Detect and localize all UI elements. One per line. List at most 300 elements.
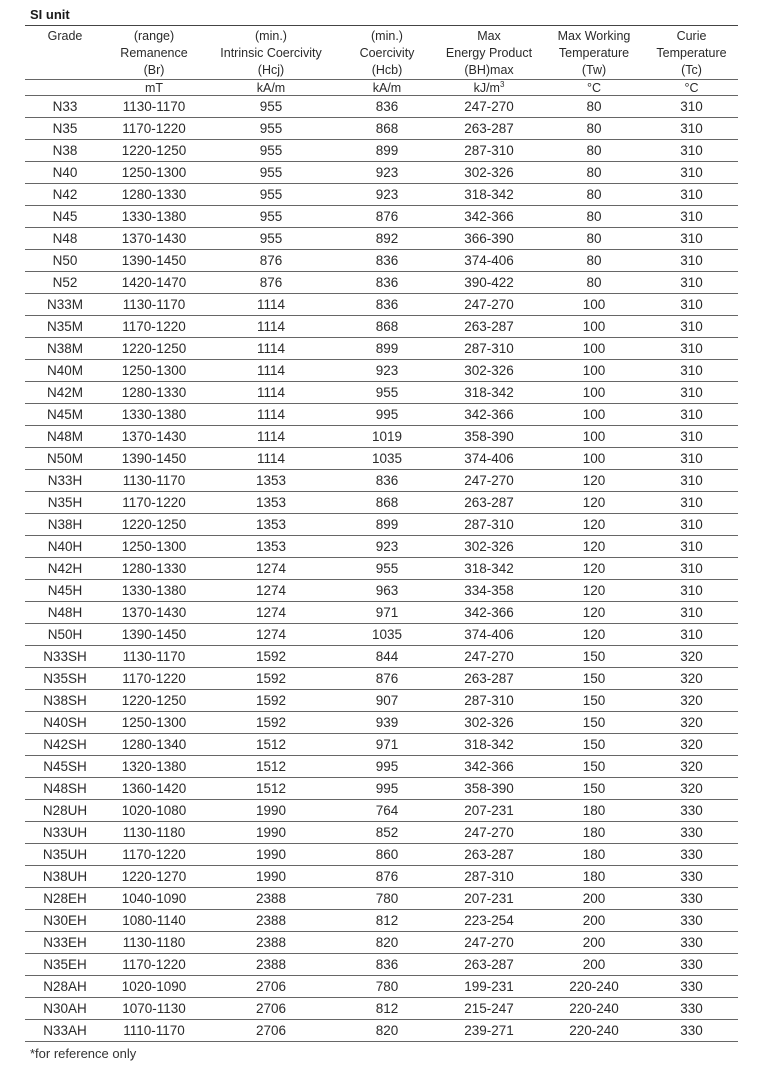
cell-curie-temperature: 310 [680,231,703,246]
cell-energy-product: 342-366 [464,605,514,620]
cell-coercivity: 836 [375,253,399,268]
cell-grade: N33EH [43,935,87,950]
cell-working-temperature: 100 [582,363,606,378]
cell-intrinsic-coercivity: 1274 [255,627,287,642]
table-row [25,272,738,294]
table-row [25,800,738,822]
cell-intrinsic-coercivity: 2388 [255,935,287,950]
cell-grade: N35 [52,121,78,136]
cell-energy-product: 287-310 [464,869,514,884]
cell-coercivity: 876 [375,671,399,686]
cell-coercivity: 971 [375,605,399,620]
cell-working-temperature: 150 [582,781,606,796]
table-row [25,96,738,118]
cell-coercivity: 971 [375,737,399,752]
cell-coercivity: 995 [375,781,399,796]
cell-energy-product: 263-287 [464,847,514,862]
cell-energy-product: 334-358 [464,583,514,598]
cell-coercivity: 836 [375,957,399,972]
cell-grade: N35UH [42,847,88,862]
table-row [25,140,738,162]
header-line: (Hcb) [371,63,403,77]
cell-coercivity: 923 [375,187,399,202]
cell-remanence: 1320-1380 [121,759,187,774]
cell-grade: N45 [52,209,78,224]
table-row [25,646,738,668]
table-row [25,228,738,250]
cell-working-temperature: 200 [582,891,606,906]
cell-grade: N38 [52,143,78,158]
table-row [25,778,738,800]
table-row [25,492,738,514]
cell-curie-temperature: 310 [680,363,703,378]
cell-grade: N33M [46,297,83,312]
cell-energy-product: 318-342 [464,561,514,576]
cell-intrinsic-coercivity: 1592 [255,693,287,708]
cell-working-temperature: 100 [582,341,606,356]
cell-working-temperature: 220-240 [569,1001,619,1016]
cell-grade: N28AH [43,979,87,994]
header-line: Energy Product [445,46,533,60]
cell-intrinsic-coercivity: 1990 [255,847,287,862]
cell-intrinsic-coercivity: 955 [259,231,283,246]
cell-remanence: 1280-1330 [121,385,187,400]
cell-coercivity: 899 [375,143,399,158]
unit-working-temperature: °C [586,81,602,95]
unit-energy-product [435,80,543,95]
cell-grade: N33SH [43,649,87,664]
cell-grade: N45SH [43,759,87,774]
table-row [25,360,738,382]
cell-remanence: 1080-1140 [122,913,186,928]
cell-curie-temperature: 310 [680,253,703,268]
cell-intrinsic-coercivity: 1114 [256,385,286,400]
cell-remanence: 1220-1270 [121,869,187,884]
cell-coercivity: 1035 [371,451,403,466]
table-row [25,866,738,888]
cell-coercivity: 780 [375,979,399,994]
table-row [25,734,738,756]
cell-grade: N30EH [43,913,87,928]
cell-curie-temperature: 320 [680,715,703,730]
cell-curie-temperature: 310 [680,143,703,158]
cell-remanence: 1070-1130 [122,1001,186,1016]
table-row [25,910,738,932]
cell-coercivity: 820 [375,1023,399,1038]
cell-energy-product: 199-231 [464,979,514,994]
table-row [25,404,738,426]
header-line: Intrinsic Coercivity [220,46,322,60]
table-row [25,448,738,470]
cell-curie-temperature: 310 [680,473,703,488]
cell-working-temperature: 150 [582,737,606,752]
cell-intrinsic-coercivity: 955 [259,143,283,158]
cell-remanence: 1170-1220 [122,495,186,510]
cell-energy-product: 239-271 [464,1023,514,1038]
header-line: (BH)max [464,63,514,77]
cell-curie-temperature: 310 [680,187,703,202]
cell-coercivity: 963 [375,583,399,598]
unit-curie-temperature: °C [684,81,699,95]
cell-remanence: 1370-1430 [121,605,187,620]
header-line: (Br) [143,63,165,77]
cell-energy-product: 374-406 [464,627,514,642]
cell-energy-product: 318-342 [464,187,514,202]
cell-remanence: 1390-1450 [121,253,187,268]
cell-remanence: 1220-1250 [121,341,187,356]
cell-energy-product: 287-310 [464,517,514,532]
cell-curie-temperature: 310 [680,297,703,312]
cell-working-temperature: 100 [582,319,606,334]
cell-grade: N50 [52,253,78,268]
cell-energy-product: 318-342 [464,737,514,752]
cell-intrinsic-coercivity: 2706 [255,1001,287,1016]
cell-working-temperature: 200 [582,913,606,928]
cell-intrinsic-coercivity: 1512 [255,759,287,774]
cell-intrinsic-coercivity: 1274 [255,583,287,598]
cell-coercivity: 868 [375,495,399,510]
header-curie-temperature [645,26,738,79]
cell-grade: N48H [47,605,83,620]
header-line: Max Working [557,29,631,43]
cell-coercivity: 844 [375,649,399,664]
cell-coercivity: 836 [375,99,399,114]
footnote: *for reference only [30,1046,137,1061]
table-row [25,954,738,976]
cell-energy-product: 207-231 [464,803,514,818]
cell-coercivity: 876 [375,869,399,884]
cell-intrinsic-coercivity: 1512 [255,737,287,752]
cell-intrinsic-coercivity: 1353 [255,473,287,488]
cell-remanence: 1170-1220 [122,957,186,972]
cell-working-temperature: 150 [582,715,606,730]
cell-grade: N28UH [42,803,88,818]
cell-coercivity: 860 [375,847,399,862]
cell-coercivity: 1035 [371,627,403,642]
header-line: Temperature [656,46,727,60]
cell-energy-product: 302-326 [464,715,514,730]
magnet-grade-table [25,26,738,1042]
cell-intrinsic-coercivity: 955 [259,121,283,136]
cell-remanence: 1390-1450 [121,627,187,642]
header-line: (range) [133,29,175,43]
cell-intrinsic-coercivity: 1114 [256,297,286,312]
cell-working-temperature: 220-240 [569,979,619,994]
cell-working-temperature: 180 [582,825,606,840]
cell-intrinsic-coercivity: 1592 [255,715,287,730]
cell-intrinsic-coercivity: 2706 [255,1023,287,1038]
table-row [25,1020,738,1042]
cell-working-temperature: 120 [582,473,606,488]
cell-curie-temperature: 310 [680,517,703,532]
cell-curie-temperature: 310 [680,627,703,642]
cell-curie-temperature: 310 [680,583,703,598]
cell-grade: N40 [52,165,78,180]
cell-working-temperature: 100 [582,429,606,444]
cell-remanence: 1220-1250 [121,517,187,532]
cell-energy-product: 263-287 [464,495,514,510]
cell-intrinsic-coercivity: 955 [259,99,283,114]
cell-remanence: 1020-1080 [121,803,187,818]
cell-working-temperature: 180 [582,869,606,884]
cell-curie-temperature: 310 [680,341,703,356]
cell-coercivity: 907 [375,693,399,708]
cell-working-temperature: 200 [582,957,606,972]
table-row [25,426,738,448]
cell-coercivity: 1019 [371,429,403,444]
cell-curie-temperature: 310 [680,407,703,422]
cell-energy-product: 247-270 [464,297,514,312]
cell-grade: N38SH [43,693,87,708]
cell-coercivity: 995 [375,759,399,774]
cell-working-temperature: 80 [586,143,602,158]
cell-intrinsic-coercivity: 1274 [255,561,287,576]
cell-curie-temperature: 330 [680,913,703,928]
cell-curie-temperature: 330 [680,891,703,906]
cell-coercivity: 892 [375,231,399,246]
cell-grade: N48 [52,231,78,246]
cell-energy-product: 247-270 [464,935,514,950]
cell-grade: N35M [46,319,83,334]
cell-energy-product: 374-406 [464,253,514,268]
cell-working-temperature: 150 [582,649,606,664]
cell-grade: N35EH [43,957,87,972]
cell-curie-temperature: 310 [680,495,703,510]
unit-grade [25,80,105,95]
cell-curie-temperature: 310 [680,429,703,444]
cell-grade: N40H [47,539,83,554]
cell-working-temperature: 120 [582,583,606,598]
cell-working-temperature: 80 [586,187,602,202]
table-row [25,206,738,228]
cell-coercivity: 780 [375,891,399,906]
table-row [25,558,738,580]
cell-remanence: 1330-1380 [121,209,187,224]
cell-working-temperature: 80 [586,209,602,224]
table-title: SI unit [30,7,70,22]
cell-working-temperature: 180 [582,847,606,862]
table-row [25,250,738,272]
cell-intrinsic-coercivity: 1114 [256,407,286,422]
cell-working-temperature: 200 [582,935,606,950]
cell-working-temperature: 80 [586,121,602,136]
cell-curie-temperature: 310 [680,165,703,180]
cell-coercivity: 812 [375,913,399,928]
cell-intrinsic-coercivity: 1990 [255,803,287,818]
cell-coercivity: 876 [375,209,399,224]
cell-remanence: 1220-1250 [121,693,187,708]
cell-coercivity: 764 [375,803,399,818]
table-row [25,184,738,206]
cell-working-temperature: 150 [582,671,606,686]
cell-grade: N33AH [43,1023,87,1038]
cell-working-temperature: 120 [582,495,606,510]
header-intrinsic-coercivity [203,26,339,79]
cell-grade: N33 [52,99,78,114]
cell-remanence: 1170-1220 [122,847,186,862]
cell-working-temperature: 100 [582,451,606,466]
cell-working-temperature: 120 [582,517,606,532]
table-row [25,976,738,998]
table-body [25,96,738,1042]
cell-energy-product: 263-287 [464,671,514,686]
cell-energy-product: 374-406 [464,451,514,466]
cell-working-temperature: 80 [586,253,602,268]
table-row [25,118,738,140]
unit-remanence: mT [144,81,164,95]
cell-coercivity: 836 [375,473,399,488]
cell-remanence: 1170-1220 [122,121,186,136]
cell-working-temperature: 220-240 [569,1023,619,1038]
table-row [25,932,738,954]
cell-working-temperature: 80 [586,275,602,290]
cell-energy-product: 390-422 [464,275,514,290]
cell-remanence: 1130-1170 [122,99,186,114]
cell-curie-temperature: 330 [680,979,703,994]
cell-remanence: 1170-1220 [122,671,186,686]
cell-remanence: 1370-1430 [121,429,187,444]
cell-energy-product: 247-270 [464,473,514,488]
cell-coercivity: 812 [375,1001,399,1016]
cell-working-temperature: 80 [586,231,602,246]
cell-curie-temperature: 320 [680,759,703,774]
cell-grade: N45H [47,583,83,598]
cell-working-temperature: 180 [582,803,606,818]
cell-intrinsic-coercivity: 2388 [255,957,287,972]
cell-energy-product: 342-366 [464,407,514,422]
cell-coercivity: 868 [375,121,399,136]
table-units-row [25,80,738,96]
header-max-energy-product [435,26,543,79]
cell-remanence: 1170-1220 [122,319,186,334]
cell-coercivity: 899 [375,341,399,356]
cell-energy-product: 263-287 [464,319,514,334]
header-line: Max [477,29,501,43]
cell-grade: N35SH [43,671,87,686]
cell-grade: N38UH [42,869,88,884]
cell-intrinsic-coercivity: 1114 [256,451,286,466]
table-row [25,888,738,910]
table-row [25,690,738,712]
cell-remanence: 1420-1470 [121,275,187,290]
cell-grade: N45M [46,407,83,422]
cell-working-temperature: 80 [586,99,602,114]
cell-intrinsic-coercivity: 1353 [255,517,287,532]
cell-energy-product: 247-270 [464,825,514,840]
cell-grade: N33UH [42,825,88,840]
cell-grade: N40SH [43,715,87,730]
table-row [25,822,738,844]
unit-intrinsic-coercivity: kA/m [256,81,286,95]
header-line: Grade [47,29,83,43]
cell-remanence: 1130-1170 [122,473,186,488]
cell-curie-temperature: 330 [680,935,703,950]
cell-grade: N50H [47,627,83,642]
header-line: (Tc) [681,63,702,77]
table-row [25,382,738,404]
cell-working-temperature: 150 [582,759,606,774]
cell-curie-temperature: 320 [680,737,703,752]
header-line: Coercivity [359,46,415,60]
cell-energy-product: 366-390 [464,231,514,246]
cell-remanence: 1360-1420 [121,781,187,796]
cell-curie-temperature: 310 [680,385,703,400]
cell-energy-product: 247-270 [464,649,514,664]
cell-curie-temperature: 320 [680,671,703,686]
table-row [25,602,738,624]
cell-intrinsic-coercivity: 955 [259,165,283,180]
cell-intrinsic-coercivity: 1592 [255,649,287,664]
cell-coercivity: 955 [375,385,399,400]
cell-coercivity: 923 [375,363,399,378]
table-row [25,668,738,690]
header-line: (min.) [255,29,287,43]
cell-remanence: 1250-1300 [121,715,187,730]
table-row [25,624,738,646]
cell-remanence: 1110-1170 [123,1023,185,1038]
cell-coercivity: 899 [375,517,399,532]
cell-remanence: 1280-1330 [121,561,187,576]
cell-working-temperature: 150 [582,693,606,708]
cell-curie-temperature: 310 [680,539,703,554]
table-header-row [25,26,738,80]
cell-grade: N33H [47,473,83,488]
cell-energy-product: 287-310 [464,341,514,356]
table-row [25,162,738,184]
cell-intrinsic-coercivity: 1512 [255,781,287,796]
cell-energy-product: 263-287 [464,121,514,136]
header-line: Remanence [120,46,188,60]
cell-grade: N38M [46,341,83,356]
header-line: (Hcj) [257,63,285,77]
cell-remanence: 1130-1180 [122,825,186,840]
cell-intrinsic-coercivity: 2706 [255,979,287,994]
cell-curie-temperature: 330 [680,957,703,972]
cell-grade: N40M [46,363,83,378]
cell-remanence: 1330-1380 [121,407,187,422]
cell-intrinsic-coercivity: 1353 [255,539,287,554]
header-line: (Tw) [581,63,607,77]
cell-working-temperature: 80 [586,165,602,180]
table-row [25,470,738,492]
cell-energy-product: 342-366 [464,209,514,224]
cell-energy-product: 207-231 [464,891,514,906]
cell-energy-product: 342-366 [464,759,514,774]
cell-grade: N50M [46,451,83,466]
cell-remanence: 1280-1340 [121,737,187,752]
cell-remanence: 1020-1090 [121,979,187,994]
cell-remanence: 1280-1330 [121,187,187,202]
cell-intrinsic-coercivity: 955 [259,187,283,202]
cell-curie-temperature: 310 [680,451,703,466]
cell-energy-product: 247-270 [464,99,514,114]
unit-energy-exponent: 3 [499,80,505,89]
cell-grade: N35H [47,495,83,510]
cell-working-temperature: 100 [582,407,606,422]
cell-coercivity: 923 [375,165,399,180]
cell-energy-product: 287-310 [464,143,514,158]
cell-remanence: 1330-1380 [121,583,187,598]
cell-coercivity: 820 [375,935,399,950]
cell-intrinsic-coercivity: 1353 [255,495,287,510]
cell-curie-temperature: 330 [680,825,703,840]
cell-remanence: 1250-1300 [121,165,187,180]
table-row [25,316,738,338]
cell-intrinsic-coercivity: 876 [259,275,283,290]
cell-working-temperature: 100 [582,385,606,400]
cell-remanence: 1250-1300 [121,363,187,378]
cell-energy-product: 302-326 [464,165,514,180]
